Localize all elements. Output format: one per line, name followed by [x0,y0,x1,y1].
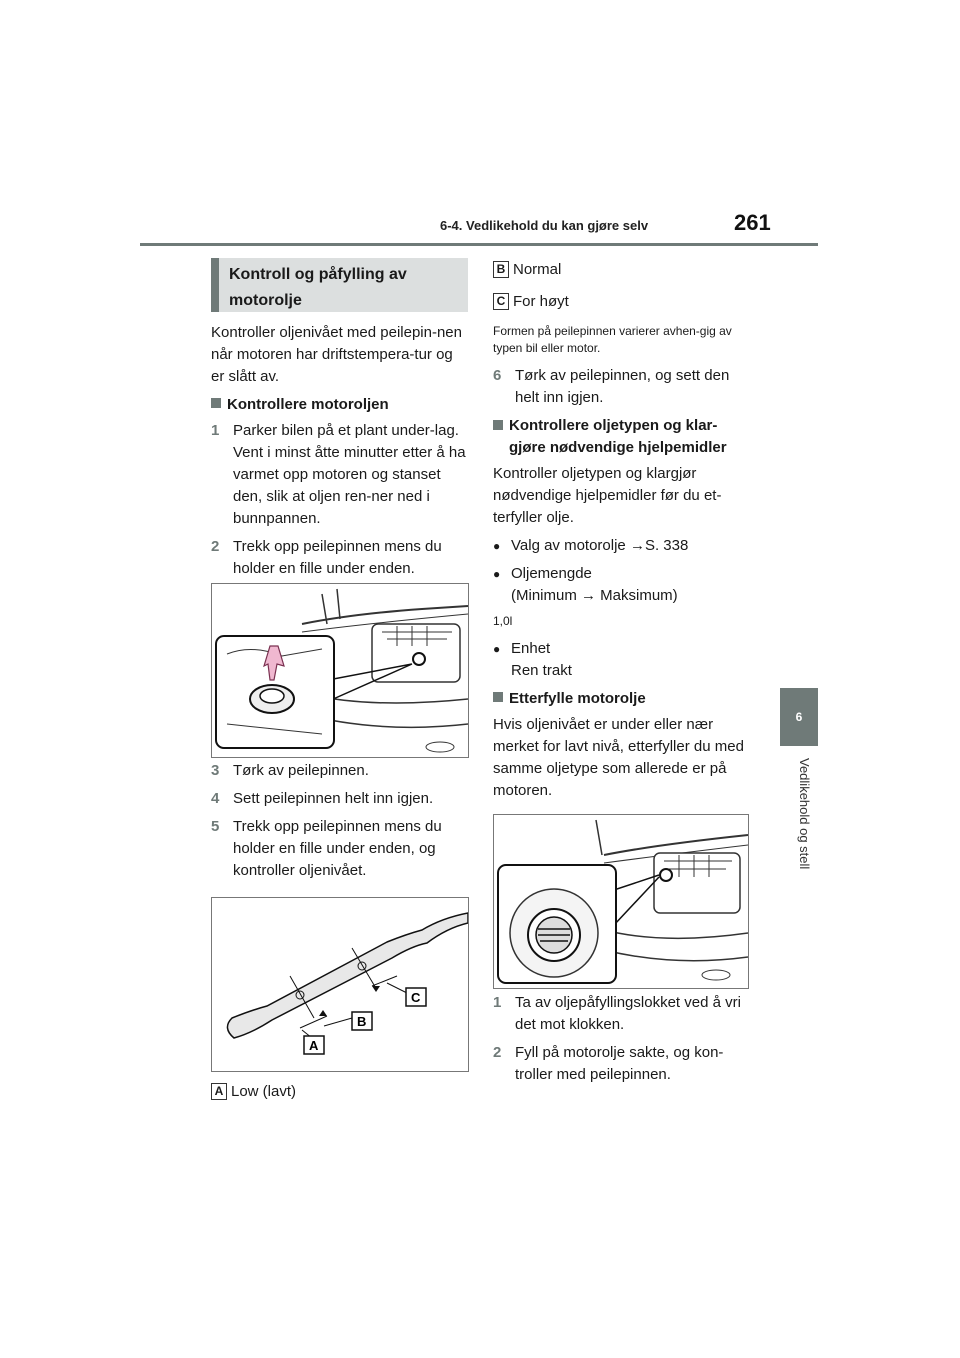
step-text: Tørk av peilepinnen, og sett den helt inn igjen. [515,367,730,406]
legend-box-b: B [493,261,509,278]
step-item [493,1042,749,1086]
bullet-text: Enhet Ren trakt [511,640,572,679]
refill-paragraph: Hvis oljenivået er under eller nær merket for lavt nivå, etterfyller du med samme oljetype som allerede er på motoren. [493,716,744,799]
page-number: 261 [734,210,771,235]
step-text: Tørk av peilepinnen. [233,762,369,779]
label-c: C [411,990,421,1005]
step-number: 2 [211,538,220,555]
dipstick-illustration [212,898,468,1071]
engine-dipstick-illustration [212,584,468,757]
bullet-dot-icon: ● [493,642,501,656]
step-text: Trekk opp peilepinnen mens du holder en fille under enden, og kontroller oljenivået. [233,818,442,879]
step-item [493,365,749,409]
legend-box-a: A [211,1083,227,1100]
step-number: 2 [493,1044,502,1061]
step-item [211,536,469,580]
bullet-dot-icon: ● [493,539,501,553]
step-number: 5 [211,818,220,835]
step-text: Ta av oljepåfyllingslokket ved å vri det mot klokken. [515,994,741,1033]
label-b: B [357,1014,367,1029]
legend-text-a: Low (lavt) [231,1083,297,1100]
label-a: A [309,1038,319,1053]
dipstick-note: Formen på peilepinnen varierer avhen-gig av typen bil eller motor. [493,324,732,355]
left-column-top [211,322,469,586]
step-item [211,788,469,810]
step-number: 1 [493,994,502,1011]
figure-oil-filler-cap [493,814,749,989]
step-item [211,816,469,882]
legend-text-b: Normal [513,261,562,278]
subheading-refill [493,688,749,710]
left-column-mid [211,760,469,888]
intro-paragraph: Kontroller oljenivået med peilepin-nen når motoren har driftstempera-tur og er slått av. [211,324,462,385]
bullet-item [493,563,749,607]
step-text: Trekk opp peilepinnen mens du holder en fille under enden. [233,538,442,577]
step-text: Sett peilepinnen helt inn igjen. [233,790,434,807]
right-column-bottom [493,992,749,1092]
step-text: Fyll på motorolje sakte, og kon-troller med peilepinnen. [515,1044,724,1083]
bullet-text: Oljemengde (Minimum → Maksimum) [511,565,678,604]
step-item [211,760,469,782]
subheading-text: Kontrollere oljetypen og klar-gjøre nødvendige hjelpemidler [509,417,727,456]
square-bullet-icon [493,420,503,430]
oil-cap-illustration [494,815,748,988]
subheading-oil-type [493,415,749,459]
legend-box-c: C [493,293,509,310]
chapter-tab: 6 [780,688,818,746]
header-divider [140,243,818,246]
step-number: 6 [493,367,502,384]
figure-dipstick-levels [211,897,469,1072]
square-bullet-icon [493,692,503,702]
oil-type-paragraph: Kontroller oljetypen og klargjør nødvendige hjelpemidler før du et-terfyller olje. [493,465,722,526]
bullet-dot-icon: ● [493,567,501,581]
step-item [493,992,749,1036]
bullet-item [493,535,749,557]
oil-amount: 1,0l [493,614,513,628]
step-number: 3 [211,762,220,779]
legend-text-c: For høyt [513,293,569,310]
legend-c [493,291,749,313]
section-title: Kontroll og påfylling av motorolje [211,258,468,312]
step-number: 4 [211,790,220,807]
square-bullet-icon [211,398,221,408]
step-text: Parker bilen på et plant under-lag. Vent i minst åtte minutter etter å ha varmet opp motoren og stanset den, slik at oljen ren-ner ned i bunnpannen. [233,422,466,527]
chapter-label: Vedlikehold og stell [797,758,812,870]
bullet-item [493,638,749,682]
bullet-text: Valg av motorolje →S. 338 [511,537,689,554]
legend-b [493,259,749,281]
subheading-text: Etterfylle motorolje [509,690,646,707]
figure-pull-dipstick [211,583,469,758]
subheading-check-oil [211,394,469,416]
step-item [211,420,469,530]
legend-a [211,1081,469,1103]
right-column-top [493,259,749,808]
section-header: 6-4. Vedlikehold du kan gjøre selv [440,218,649,233]
subheading-text: Kontrollere motoroljen [227,396,389,413]
step-number: 1 [211,422,220,439]
